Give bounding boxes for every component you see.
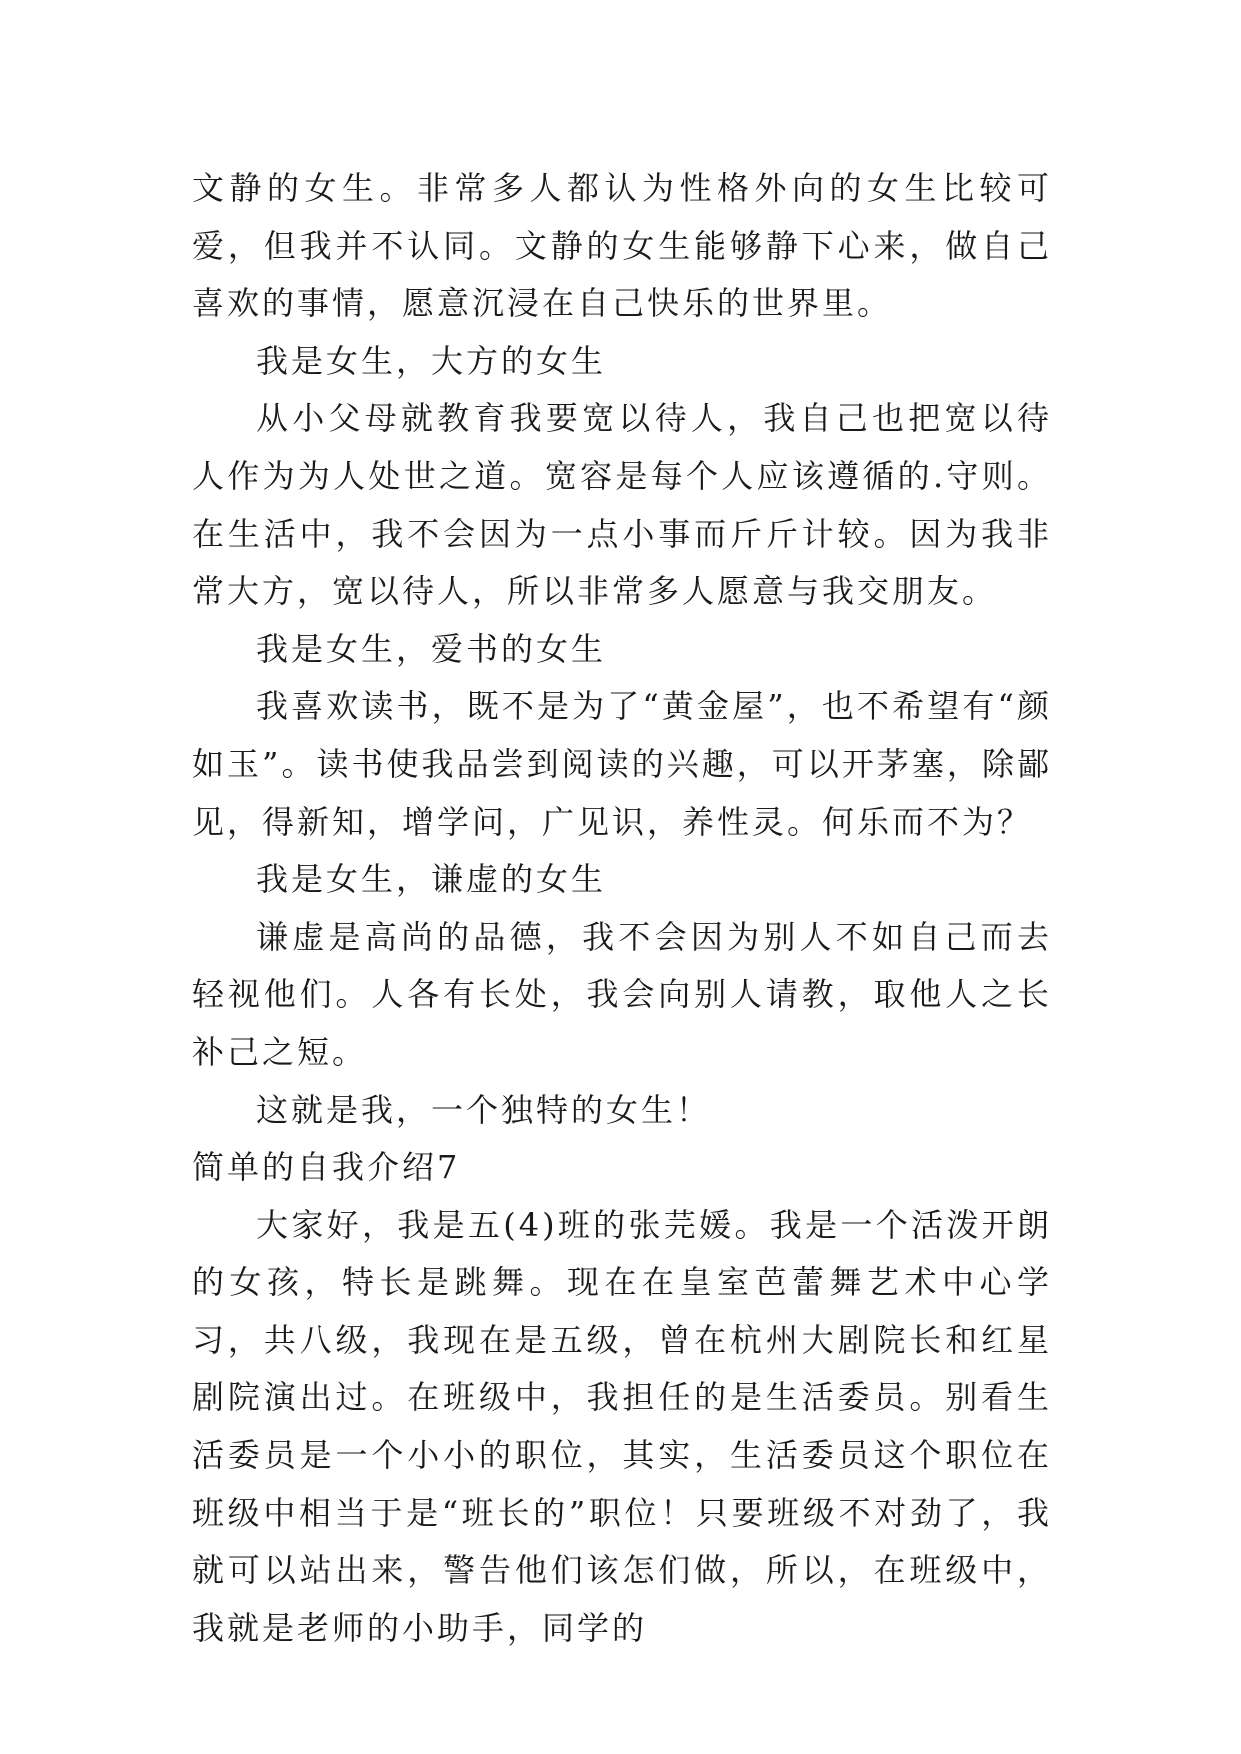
paragraph-generous-girl: 从小父母就教育我要宽以待人，我自己也把宽以待人作为为人处世之道。宽容是每个人应该遵循的.守则。在生活中，我不会因为一点小事而斤斤计较。因为我非常大方，宽以待人，所以非常多人愿意与我交朋友。	[192, 399, 1052, 611]
subheading-modest-girl: 我是女生，谦虚的女生	[256, 860, 607, 899]
paragraph-self-introduction: 大家好，我是五(4)班的张芫媛。我是一个活泼开朗的女孩，特长是跳舞。现在在皇室芭蕾舞艺术中心学习，共八级，我现在是五级，曾在杭州大剧院长和红星剧院演出过。在班级中，我担任的是生活委员。别看生活委员是一个小小的职位，其实，生活委员这个职位在班级中相当于是“班长的”职位！只要班级不对劲了，我就可以站出来，警告他们该怎们做，所以，在班级中，我就是老师的小助手，同学的	[192, 1205, 1052, 1647]
paragraph-modest-girl: 谦虚是高尚的品德，我不会因为别人不如自己而去轻视他们。人各有长处，我会向别人请教，取他人之长补己之短。	[192, 917, 1052, 1071]
document-body	[192, 160, 1052, 1657]
paragraph-quiet-girl-continued: 文静的女生。非常多人都认为性格外向的女生比较可爱，但我并不认同。文静的女生能够静下心来，做自己喜欢的事情，愿意沉浸在自己快乐的世界里。	[192, 169, 1052, 323]
paragraph-conclusion: 这就是我，一个独特的女生！	[256, 1090, 712, 1129]
subheading-generous-girl: 我是女生，大方的女生	[256, 341, 607, 380]
paragraph-book-loving-girl: 我喜欢读书，既不是为了“黄金屋”，也不希望有“颜如玉”。读书使我品尝到阅读的兴趣，可以开茅塞，除鄙见，得新知，增学问，广见识，养性灵。何乐而不为？	[192, 687, 1052, 841]
subheading-book-loving-girl: 我是女生，爱书的女生	[256, 629, 607, 668]
section-heading: 简单的自我介绍7	[192, 1148, 461, 1187]
